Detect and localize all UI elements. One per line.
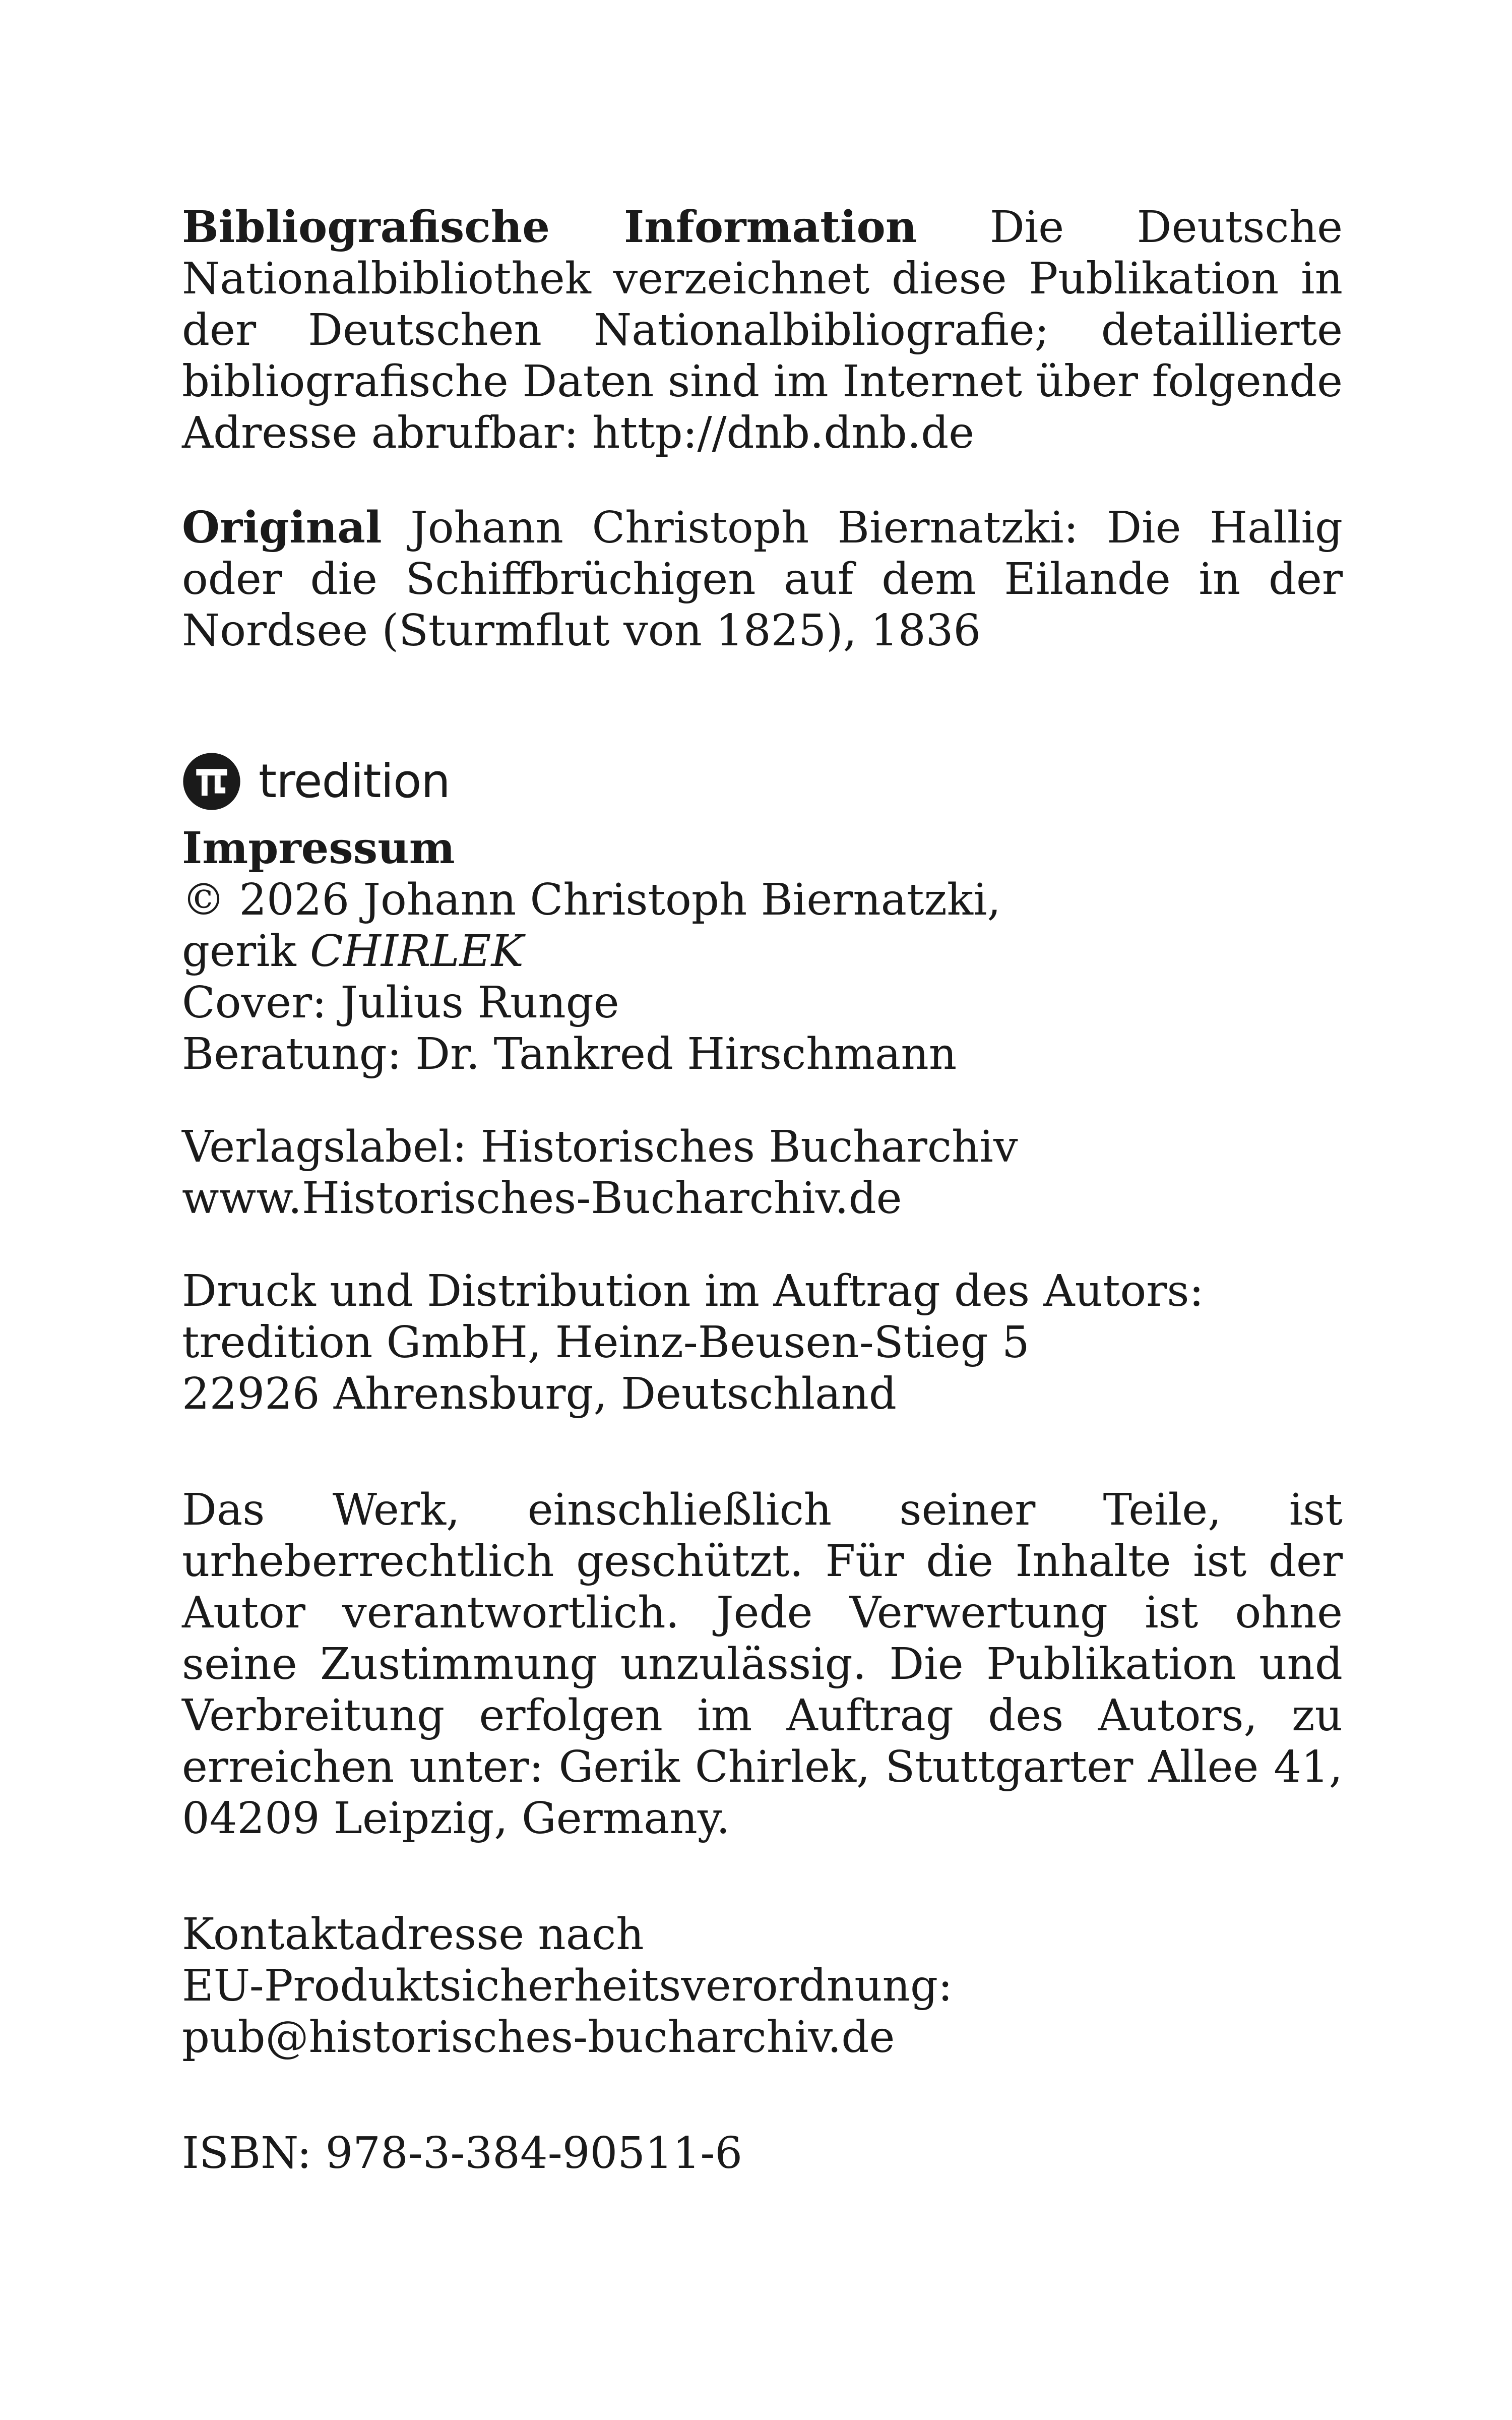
copyright-notice: Das Werk, einschließlich seiner Teile, ist urheberrechtlich geschützt. Für die Inhalte ist der Autor verantwortlich. Jede Verwertung ist ohne seine Zustimmung unzulässig. Die Publikation und Verbreitung erfolgen im Auftrag des Autors, zu erreichen unter: Gerik Chirlek, Stuttgarter Allee 41, 04209 Leipzig, Germany. [182,1485,1343,1844]
bibliographic-label: Bibliografische Information [182,202,917,253]
publisher-label: Verlagslabel: Historisches Bucharchiv [182,1122,1018,1172]
print-line-2: tredition GmbH, Heinz-Beusen-Stieg 5 [182,1317,1030,1368]
contact-section [182,1909,1343,2063]
print-section [182,1265,1343,1420]
impressum-heading: Impressum [182,823,455,874]
publisher-logo [182,747,1343,816]
original-label: Original [182,502,382,553]
copyright-line: © 2026 Johann Christoph Biernatzki, [182,875,1001,925]
contact-line-1: Kontaktadresse nach [182,1909,644,1960]
publisher-website: www.Historisches-Bucharchiv.de [182,1173,902,1224]
tredition-logo-icon [182,752,241,811]
label-section [182,1121,1343,1224]
contact-line-2: EU-Produktsicherheitsverordnung: [182,1961,953,2011]
print-line-3: 22926 Ahrensburg, Deutschland [182,1369,897,1419]
print-line-1: Druck und Distribution im Auftrag des Autors: [182,1266,1204,1316]
coauthor-prefix: gerik [182,926,296,977]
contact-email: pub@historisches-bucharchiv.de [182,2012,895,2063]
coauthor-line [182,926,1343,977]
original-text: Johann Christoph Biernatzki: Die Hallig oder die Schiffbrüchigen auf dem Eilande in der Nordsee (Sturmflut von 1825), 1836 [182,503,1343,656]
coauthor-name: CHIRLEK [310,926,524,977]
bibliographic-text: Die Deutsche Nationalbibliothek verzeichnet diese Publikation in der Deutschen Nationalbibliografie; detaillierte bibliografische Daten sind im Internet über folgende Adresse abrufbar: http://dnb.dnb.de [182,202,1343,458]
impressum-section [182,823,1343,1080]
cover-credit: Cover: Julius Runge [182,978,619,1028]
isbn: ISBN: 978-3-384-90511-6 [182,2128,743,2179]
logo-wordmark: tredition [259,754,450,808]
consulting-credit: Beratung: Dr. Tankred Hirschmann [182,1029,957,1079]
imprint-page [182,202,1343,2179]
bibliographic-info [182,202,1343,459]
original-info [182,502,1343,656]
